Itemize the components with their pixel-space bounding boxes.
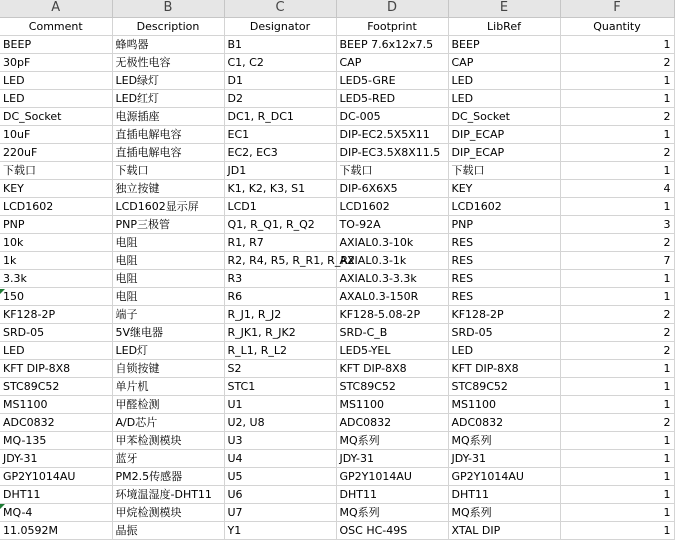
table-cell[interactable]: TO-92A [336, 215, 448, 233]
header-cell[interactable]: Description [112, 17, 224, 35]
table-cell[interactable]: KEY [0, 179, 112, 197]
header-row [0, 17, 674, 35]
table-cell[interactable]: B1 [224, 35, 336, 53]
table-cell[interactable]: KEY [448, 179, 560, 197]
table-cell[interactable]: DC-005 [336, 107, 448, 125]
table-row [0, 287, 674, 305]
table-cell[interactable]: 1 [560, 197, 674, 215]
table-cell[interactable]: DIP-EC3.5X8X11.5 [336, 143, 448, 161]
table-cell[interactable]: 10k [0, 233, 112, 251]
column-letter[interactable]: E [448, 0, 560, 17]
table-cell[interactable]: LCD1602显示屏 [112, 197, 224, 215]
table-cell[interactable]: GP2Y1014AU [448, 467, 560, 485]
table-cell[interactable]: EC1 [224, 125, 336, 143]
table-cell[interactable]: PNP [0, 215, 112, 233]
header-cell[interactable]: Designator [224, 17, 336, 35]
table-cell[interactable]: SRD-05 [448, 323, 560, 341]
table-cell[interactable]: LED5-YEL [336, 341, 448, 359]
table-row [0, 449, 674, 467]
table-cell[interactable]: 1 [560, 89, 674, 107]
header-cell[interactable]: Quantity [560, 17, 674, 35]
table-cell[interactable]: 甲醛检测 [112, 395, 224, 413]
table-cell[interactable]: R_J1, R_J2 [224, 305, 336, 323]
table-cell[interactable]: 下载口 [336, 161, 448, 179]
table-cell[interactable]: R1, R7 [224, 233, 336, 251]
table-cell[interactable]: LCD1602 [448, 197, 560, 215]
table-cell[interactable]: RES [448, 287, 560, 305]
table-cell[interactable]: 蜂鸣器 [112, 35, 224, 53]
table-cell[interactable]: Q1, R_Q1, R_Q2 [224, 215, 336, 233]
table-cell[interactable]: LED [0, 341, 112, 359]
table-cell[interactable]: 7 [560, 251, 674, 269]
table-cell[interactable]: LED5-RED [336, 89, 448, 107]
table-cell[interactable]: R2, R4, R5, R_R1, R_R2 [224, 251, 336, 269]
table-cell[interactable]: KFT DIP-8X8 [336, 359, 448, 377]
table-cell[interactable]: 4 [560, 179, 674, 197]
table-cell[interactable]: U5 [224, 467, 336, 485]
table-cell[interactable]: 1 [560, 449, 674, 467]
table-cell[interactable]: SRD-C_B [336, 323, 448, 341]
table-cell[interactable]: 直插电解电容 [112, 143, 224, 161]
table-cell[interactable]: Y1 [224, 521, 336, 539]
table-cell[interactable]: GP2Y1014AU [336, 467, 448, 485]
table-cell[interactable]: PNP三极管 [112, 215, 224, 233]
table-cell[interactable]: STC1 [224, 377, 336, 395]
table-cell[interactable]: MQ系列 [448, 431, 560, 449]
table-cell[interactable]: 甲苯检测模块 [112, 431, 224, 449]
table-cell[interactable]: 端子 [112, 305, 224, 323]
column-letter[interactable]: F [560, 0, 674, 17]
table-row [0, 413, 674, 431]
table-row [0, 377, 674, 395]
column-letter[interactable]: C [224, 0, 336, 17]
table-cell[interactable]: BEEP 7.6x12x7.5 [336, 35, 448, 53]
table-row [0, 503, 674, 521]
table-cell[interactable]: ADC0832 [0, 413, 112, 431]
table-cell[interactable]: DHT11 [0, 485, 112, 503]
table-row [0, 89, 674, 107]
table-row [0, 485, 674, 503]
table-cell[interactable]: LED [448, 89, 560, 107]
header-cell[interactable]: Comment [0, 17, 112, 35]
table-cell[interactable]: KFT DIP-8X8 [0, 359, 112, 377]
table-cell[interactable]: 单片机 [112, 377, 224, 395]
table-cell[interactable]: 电阻 [112, 251, 224, 269]
table-cell[interactable]: JDY-31 [0, 449, 112, 467]
table-cell[interactable]: 1 [560, 431, 674, 449]
table-cell[interactable]: JDY-31 [448, 449, 560, 467]
table-row [0, 71, 674, 89]
table-cell[interactable]: 2 [560, 341, 674, 359]
table-cell[interactable]: MS1100 [0, 395, 112, 413]
table-cell[interactable]: LED绿灯 [112, 71, 224, 89]
table-cell[interactable]: 电阻 [112, 233, 224, 251]
table-row [0, 467, 674, 485]
table-cell[interactable]: 1 [560, 125, 674, 143]
table-cell[interactable]: R3 [224, 269, 336, 287]
table-cell[interactable]: XTAL DIP [448, 521, 560, 539]
table-cell[interactable]: KF128-2P [0, 305, 112, 323]
error-indicator-icon [0, 289, 5, 294]
table-cell[interactable]: LCD1 [224, 197, 336, 215]
table-cell[interactable]: 电源插座 [112, 107, 224, 125]
table-cell[interactable]: S2 [224, 359, 336, 377]
table-cell[interactable]: 3 [560, 215, 674, 233]
table-cell[interactable]: U4 [224, 449, 336, 467]
table-cell[interactable]: U3 [224, 431, 336, 449]
table-cell[interactable]: R_L1, R_L2 [224, 341, 336, 359]
table-cell[interactable]: D2 [224, 89, 336, 107]
table-cell[interactable]: LED [0, 71, 112, 89]
table-row [0, 395, 674, 413]
table-cell[interactable]: DIP_ECAP [448, 125, 560, 143]
table-cell[interactable]: RES [448, 251, 560, 269]
table-cell[interactable]: KF128-5.08-2P [336, 305, 448, 323]
table-cell[interactable]: 电阻 [112, 287, 224, 305]
table-cell[interactable]: 150 [0, 287, 112, 305]
table-cell[interactable]: 1k [0, 251, 112, 269]
table-cell[interactable]: DIP-6X6X5 [336, 179, 448, 197]
table-cell[interactable]: U1 [224, 395, 336, 413]
table-row [0, 269, 674, 287]
table-cell[interactable]: 2 [560, 53, 674, 71]
table-cell[interactable]: GP2Y1014AU [0, 467, 112, 485]
table-cell[interactable]: MQ系列 [448, 503, 560, 521]
table-cell[interactable]: 下载口 [448, 161, 560, 179]
table-row [0, 179, 674, 197]
table-cell[interactable]: 电阻 [112, 269, 224, 287]
table-cell[interactable]: U2, U8 [224, 413, 336, 431]
table-row [0, 431, 674, 449]
table-row [0, 197, 674, 215]
table-row [0, 341, 674, 359]
table-cell[interactable]: SRD-05 [0, 323, 112, 341]
table-cell[interactable]: 3.3k [0, 269, 112, 287]
table-cell[interactable]: CAP [448, 53, 560, 71]
table-cell[interactable]: BEEP [448, 35, 560, 53]
table-cell[interactable]: 2 [560, 305, 674, 323]
table-row [0, 305, 674, 323]
table-cell[interactable]: CAP [336, 53, 448, 71]
table-cell[interactable]: 1 [560, 269, 674, 287]
table-row [0, 161, 674, 179]
table-cell[interactable]: 1 [560, 521, 674, 539]
table-cell[interactable]: 自锁按键 [112, 359, 224, 377]
table-cell[interactable]: JD1 [224, 161, 336, 179]
table-cell[interactable]: 1 [560, 287, 674, 305]
table-cell[interactable]: KF128-2P [448, 305, 560, 323]
table-cell[interactable]: PM2.5传感器 [112, 467, 224, 485]
table-cell[interactable]: D1 [224, 71, 336, 89]
table-cell[interactable]: 直插电解电容 [112, 125, 224, 143]
table-cell[interactable]: 1 [560, 35, 674, 53]
table-row [0, 359, 674, 377]
table-cell[interactable]: K1, K2, K3, S1 [224, 179, 336, 197]
table-row [0, 53, 674, 71]
table-cell[interactable]: AXIAL0.3-1k [336, 251, 448, 269]
table-cell[interactable]: MQ系列 [336, 431, 448, 449]
table-cell[interactable]: OSC HC-49S [336, 521, 448, 539]
table-row [0, 251, 674, 269]
table-cell[interactable]: LCD1602 [0, 197, 112, 215]
table-cell[interactable]: 独立按键 [112, 179, 224, 197]
column-letter[interactable]: B [112, 0, 224, 17]
table-cell[interactable]: LED灯 [112, 341, 224, 359]
table-cell[interactable]: LED [0, 89, 112, 107]
table-cell[interactable]: U6 [224, 485, 336, 503]
table-cell[interactable]: DHT11 [448, 485, 560, 503]
table-cell[interactable]: MQ-135 [0, 431, 112, 449]
table-row [0, 143, 674, 161]
table-cell[interactable]: STC89C52 [336, 377, 448, 395]
table-cell[interactable]: AXIAL0.3-10k [336, 233, 448, 251]
table-cell[interactable]: 蓝牙 [112, 449, 224, 467]
table-cell[interactable]: 2 [560, 143, 674, 161]
table-cell[interactable]: BEEP [0, 35, 112, 53]
table-cell[interactable]: DIP_ECAP [448, 143, 560, 161]
table-cell[interactable]: 30pF [0, 53, 112, 71]
table-cell[interactable]: 下载口 [112, 161, 224, 179]
table-cell[interactable]: AXIAL0.3-3.3k [336, 269, 448, 287]
table-cell[interactable]: 1 [560, 395, 674, 413]
header-cell[interactable]: Footprint [336, 17, 448, 35]
table-cell[interactable]: 1 [560, 161, 674, 179]
table-row [0, 521, 674, 539]
table-row [0, 233, 674, 251]
table-cell[interactable]: 甲烷检测模块 [112, 503, 224, 521]
table-cell[interactable]: JDY-31 [336, 449, 448, 467]
table-cell[interactable]: DHT11 [336, 485, 448, 503]
table-cell[interactable]: 2 [560, 323, 674, 341]
table-cell[interactable]: 1 [560, 71, 674, 89]
table-cell[interactable]: ADC0832 [448, 413, 560, 431]
table-cell[interactable]: 1 [560, 377, 674, 395]
table-cell[interactable]: 220uF [0, 143, 112, 161]
table-cell[interactable]: 2 [560, 107, 674, 125]
table-cell[interactable]: DC1, R_DC1 [224, 107, 336, 125]
table-cell[interactable]: LED [448, 341, 560, 359]
table-cell[interactable]: 1 [560, 467, 674, 485]
table-cell[interactable]: DIP-EC2.5X5X11 [336, 125, 448, 143]
table-cell[interactable]: LED红灯 [112, 89, 224, 107]
table-cell[interactable]: 10uF [0, 125, 112, 143]
table-cell[interactable]: C1, C2 [224, 53, 336, 71]
table-cell[interactable]: DC_Socket [0, 107, 112, 125]
table-cell[interactable]: MQ-4 [0, 503, 112, 521]
table-cell[interactable]: MS1100 [336, 395, 448, 413]
table-cell[interactable]: 无极性电容 [112, 53, 224, 71]
table-cell[interactable]: U7 [224, 503, 336, 521]
table-row [0, 107, 674, 125]
table-cell[interactable]: RES [448, 233, 560, 251]
table-cell[interactable]: A/D芯片 [112, 413, 224, 431]
table-cell[interactable]: 2 [560, 233, 674, 251]
column-letter[interactable]: A [0, 0, 112, 17]
table-cell[interactable]: 晶振 [112, 521, 224, 539]
table-cell[interactable]: STC89C52 [448, 377, 560, 395]
error-indicator-icon [0, 504, 5, 509]
table-cell[interactable]: PNP [448, 215, 560, 233]
table-cell[interactable]: 1 [560, 485, 674, 503]
column-letter[interactable]: D [336, 0, 448, 17]
table-cell[interactable]: EC2, EC3 [224, 143, 336, 161]
table-cell[interactable]: 1 [560, 359, 674, 377]
table-cell[interactable]: ADC0832 [336, 413, 448, 431]
table-cell[interactable]: RES [448, 269, 560, 287]
table-cell[interactable]: 1 [560, 503, 674, 521]
table-row [0, 125, 674, 143]
table-cell[interactable]: R6 [224, 287, 336, 305]
table-cell[interactable]: STC89C52 [0, 377, 112, 395]
table-cell[interactable]: LED [448, 71, 560, 89]
table-cell[interactable]: MQ系列 [336, 503, 448, 521]
table-cell[interactable]: LCD1602 [336, 197, 448, 215]
table-cell[interactable]: 5V继电器 [112, 323, 224, 341]
table-cell[interactable]: 11.0592M [0, 521, 112, 539]
column-letters-row [0, 0, 674, 17]
table-cell[interactable]: 2 [560, 413, 674, 431]
table-row [0, 35, 674, 53]
table-cell[interactable]: 下载口 [0, 161, 112, 179]
table-cell[interactable]: LED5-GRE [336, 71, 448, 89]
table-cell[interactable]: R_JK1, R_JK2 [224, 323, 336, 341]
table-cell[interactable]: AXAL0.3-150R [336, 287, 448, 305]
table-row [0, 215, 674, 233]
table-cell[interactable]: MS1100 [448, 395, 560, 413]
table-row [0, 323, 674, 341]
header-cell[interactable]: LibRef [448, 17, 560, 35]
table-cell[interactable]: KFT DIP-8X8 [448, 359, 560, 377]
table-cell[interactable]: DC_Socket [448, 107, 560, 125]
table-cell[interactable]: 环境温湿度-DHT11 [112, 485, 224, 503]
